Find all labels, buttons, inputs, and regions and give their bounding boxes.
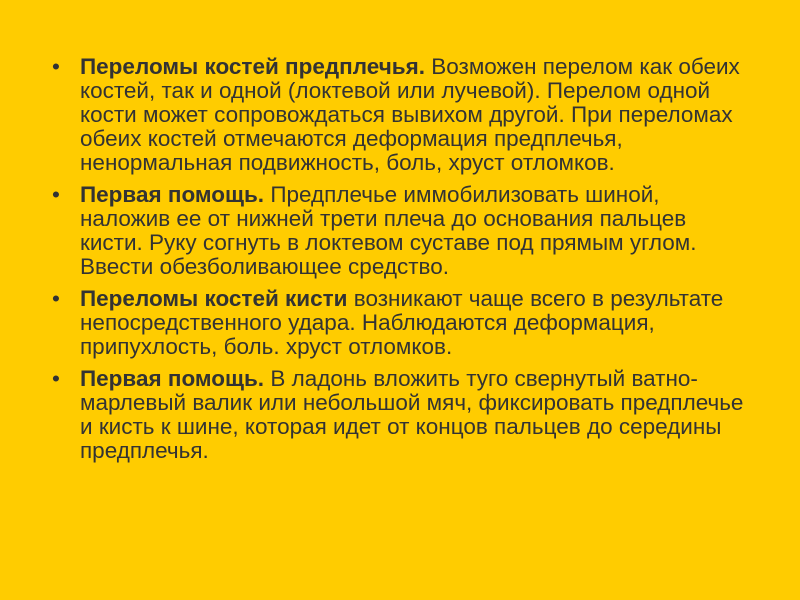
- bullet-list: [48, 55, 752, 463]
- bullet-lead: Переломы костей кисти: [80, 286, 348, 311]
- bullet-item-forearm-fractures: [48, 55, 752, 175]
- bullet-text: Предплечье иммобилизовать шиной, наложив ее от нижней трети плеча до основания пальцев кисти. Руку согнуть в локтевом суставе под прямым углом. Ввести обезболивающее средство.: [80, 182, 697, 279]
- bullet-text: возникают чаще всего в результате непосредственного удара. Наблюдаются деформация, припухлость, боль. хруст отломков.: [80, 286, 724, 359]
- bullet-icon: •: [52, 182, 60, 207]
- bullet-icon: •: [52, 286, 60, 311]
- bullet-text: В ладонь вложить туго свернутый ватно-марлевый валик или небольшой мяч, фиксировать предплечье и кисть к шине, которая идет от концов пальцев до середины предплечья.: [80, 366, 744, 463]
- bullet-lead: Первая помощь.: [80, 366, 265, 391]
- bullet-item-hand-first-aid: [48, 367, 752, 463]
- bullet-text: Возможен перелом как обеих костей, так и одной (локтевой или лучевой). Перелом одной кости может сопровождаться вывихом другой. При переломах обеих костей отмечаются деформация предплечья, ненормальная подвижность, боль, хруст отломков.: [80, 54, 740, 175]
- bullet-icon: •: [52, 366, 60, 391]
- bullet-lead: Переломы костей предплечья.: [80, 54, 425, 79]
- bullet-icon: •: [52, 54, 60, 79]
- bullet-item-hand-fractures: [48, 287, 752, 359]
- bullet-item-forearm-first-aid: [48, 183, 752, 279]
- bullet-lead: Первая помощь.: [80, 182, 265, 207]
